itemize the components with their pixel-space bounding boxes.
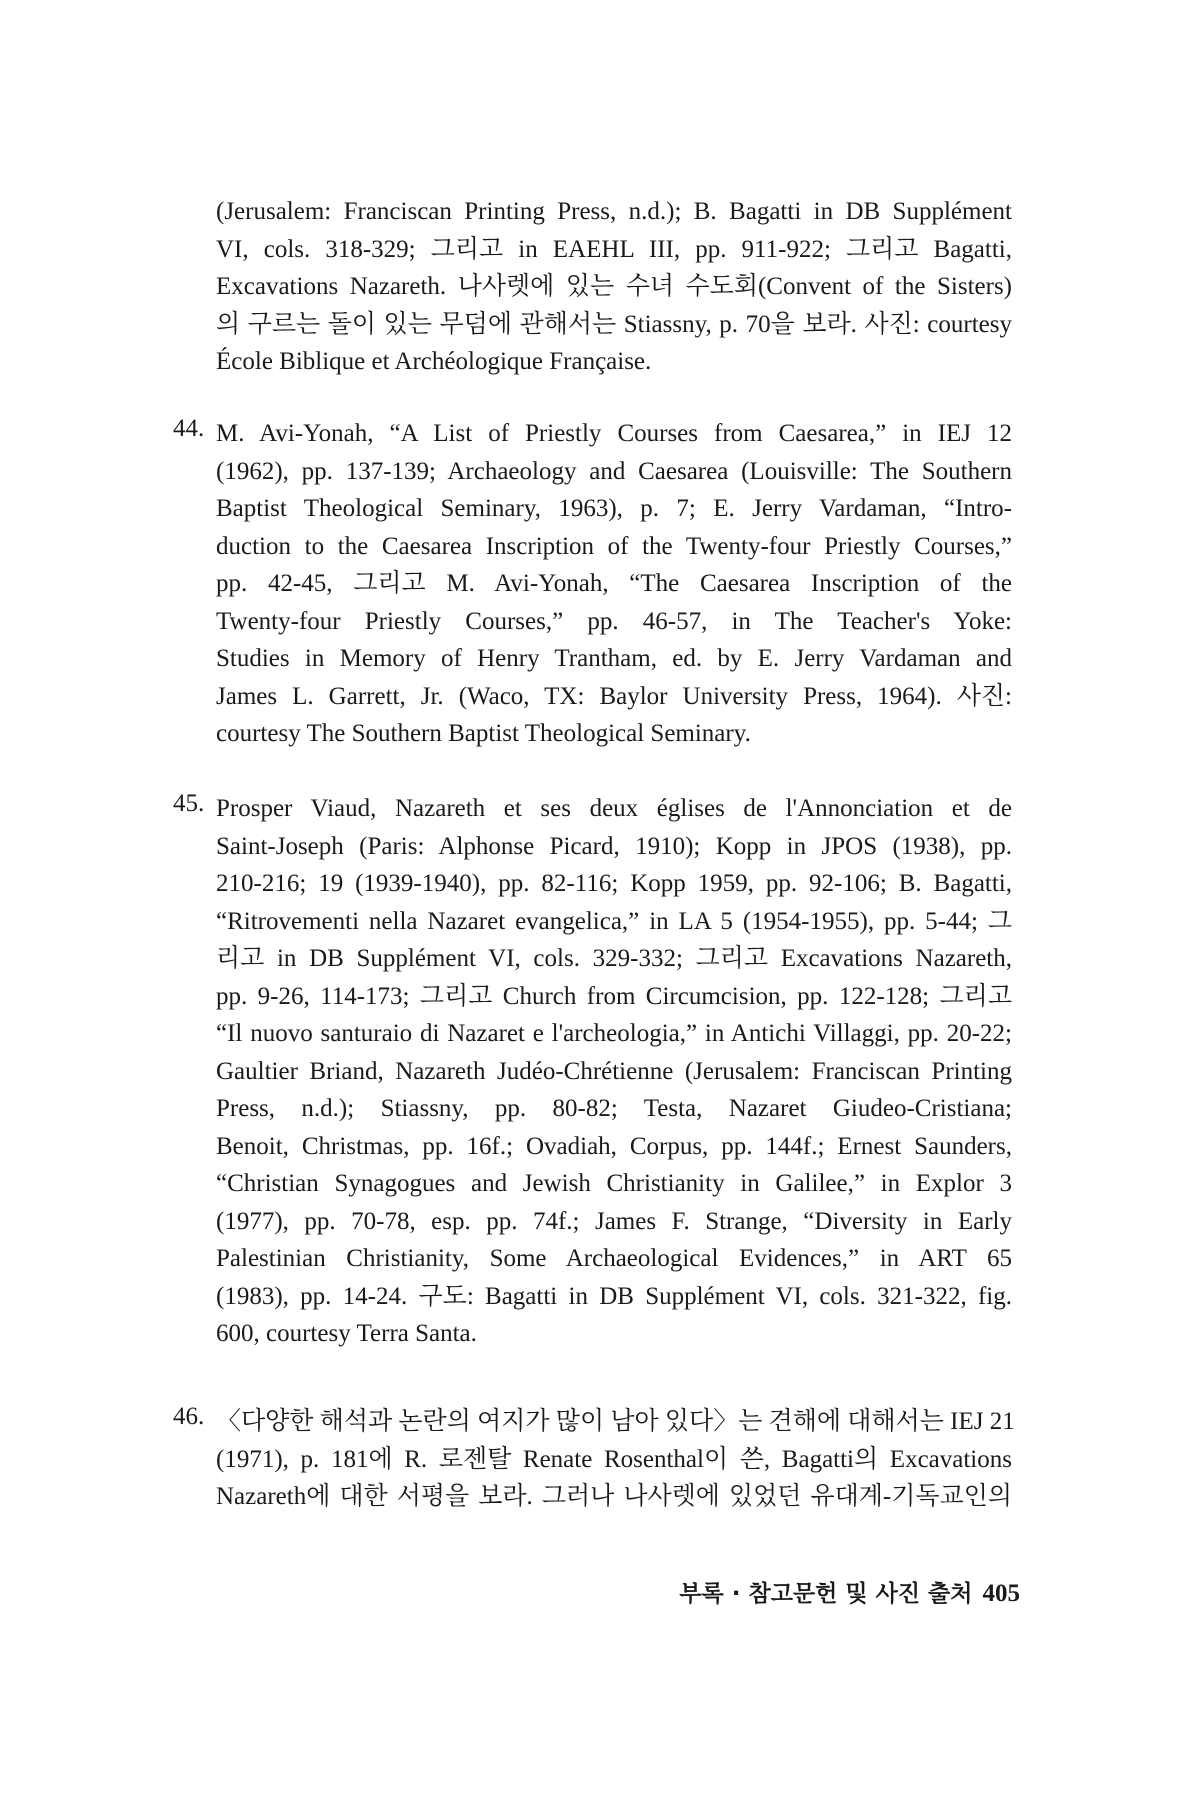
page-footer [640,1575,1020,1608]
text-line: courtesy The Southern Baptist Theological Seminary. [216,720,751,747]
text-line: “Ritrovementi nella Nazaret evangelica,” in LA 5 (1954-1955), pp. 5-44; 그 [216,907,1012,935]
text-line: Gaultier Briand, Nazareth Judéo-Chrétienne (Jerusalem: Franciscan Printing [216,1057,1012,1085]
intro-paragraph [216,193,1012,381]
text-line: pp. 42-45, 그리고 M. Avi-Yonah, “The Caesarea Inscription of the [216,570,1012,597]
text-line: Twenty-four Priestly Courses,” pp. 46-57, in The Teacher's Yoke: [216,607,1012,635]
footnote-45 [173,790,1036,1353]
text-line: Press, n.d.); Stiassny, pp. 80-82; Testa, Nazaret Giudeo-Cristiana; [216,1095,1012,1122]
text-line: 〈다양한 해석과 논란의 여지가 많이 남아 있다〉는 견해에 대해서는 IEJ 21 [216,1408,1015,1435]
text-line: Prosper Viaud, Nazareth et ses deux églises de l'Annonciation et de [216,795,1012,822]
text-line: M. Avi-Yonah, “A List of Priestly Courses from Caesarea,” in IEJ 12 [216,420,1012,447]
text-line: Studies in Memory of Henry Trantham, ed. by E. Jerry Vardaman and [216,645,1012,672]
text-line: duction to the Caesarea Inscription of the Twenty-four Priestly Courses,” [216,532,1012,560]
footnote-text [216,1403,1015,1516]
text-line: VI, cols. 318-329; 그리고 in EAEHL III, pp. 911-922; 그리고 Bagatti, [216,235,1012,263]
text-line: (1962), pp. 137-139; Archaeology and Caesarea (Louisville: The Southern [216,457,1012,485]
page-number: 405 [982,1580,1020,1607]
text-line: “Il nuovo santuraio di Nazaret e l'archeologia,” in Antichi Villaggi, pp. 20-22; [216,1020,1012,1047]
text-line: (Jerusalem: Franciscan Printing Press, n.d.); B. Bagatti in DB Supplément [216,198,1012,225]
text-line: Baptist Theological Seminary, 1963), p. 7; E. Jerry Vardaman, “Intro- [216,495,1012,522]
text-line: 210-216; 19 (1939-1940), pp. 82-116; Kopp 1959, pp. 92-106; B. Bagatti, [216,870,1012,897]
text-line: 600, courtesy Terra Santa. [216,1320,477,1347]
text-line: Nazareth에 대한 서평을 보라. 그러나 나사렛에 있었던 유대계-기독교인의 [216,1483,1012,1510]
footnote-number: 44. [173,415,205,442]
footnote-number: 46. [173,1403,205,1430]
text-line: Excavations Nazareth. 나사렛에 있는 수녀 수도회(Convent of the Sisters) [216,273,1012,300]
text-line: (1983), pp. 14-24. 구도: Bagatti in DB Supplément VI, cols. 321-322, fig. [216,1282,1012,1310]
text-line: Palestinian Christianity, Some Archaeological Evidences,” in ART 65 [216,1245,1012,1272]
footnote-text [216,415,1012,753]
text-line: 의 구르는 돌이 있는 무덤에 관해서는 Stiassny, p. 70을 보라. 사진: courtesy [216,310,1012,338]
text-line: 리고 in DB Supplément VI, cols. 329-332; 그리고 Excavations Nazareth, [216,945,1012,972]
text-line: James L. Garrett, Jr. (Waco, TX: Baylor University Press, 1964). 사진: [216,682,1012,710]
footnote-46 [173,1403,1036,1516]
footnote-number: 45. [173,790,205,817]
text-line: Saint-Joseph (Paris: Alphonse Picard, 1910); Kopp in JPOS (1938), pp. [216,832,1012,860]
text-line: École Biblique et Archéologique Française. [216,348,652,375]
footnote-text [216,790,1012,1353]
running-footer-title: 부록 · 참고문헌 및 사진 출처 [679,1581,973,1607]
text-line: pp. 9-26, 114-173; 그리고 Church from Circumcision, pp. 122-128; 그리고 [216,982,1012,1010]
text-line: Benoit, Christmas, pp. 16f.; Ovadiah, Corpus, pp. 144f.; Ernest Saunders, [216,1132,1012,1160]
text-line: (1971), p. 181에 R. 로젠탈 Renate Rosenthal이 쓴, Bagatti의 Excavations [216,1445,1012,1473]
text-line: (1977), pp. 70-78, esp. pp. 74f.; James F. Strange, “Diversity in Early [216,1207,1012,1235]
text-line: “Christian Synagogues and Jewish Christianity in Galilee,” in Explor 3 [216,1170,1012,1197]
footnote-44 [173,415,1036,753]
